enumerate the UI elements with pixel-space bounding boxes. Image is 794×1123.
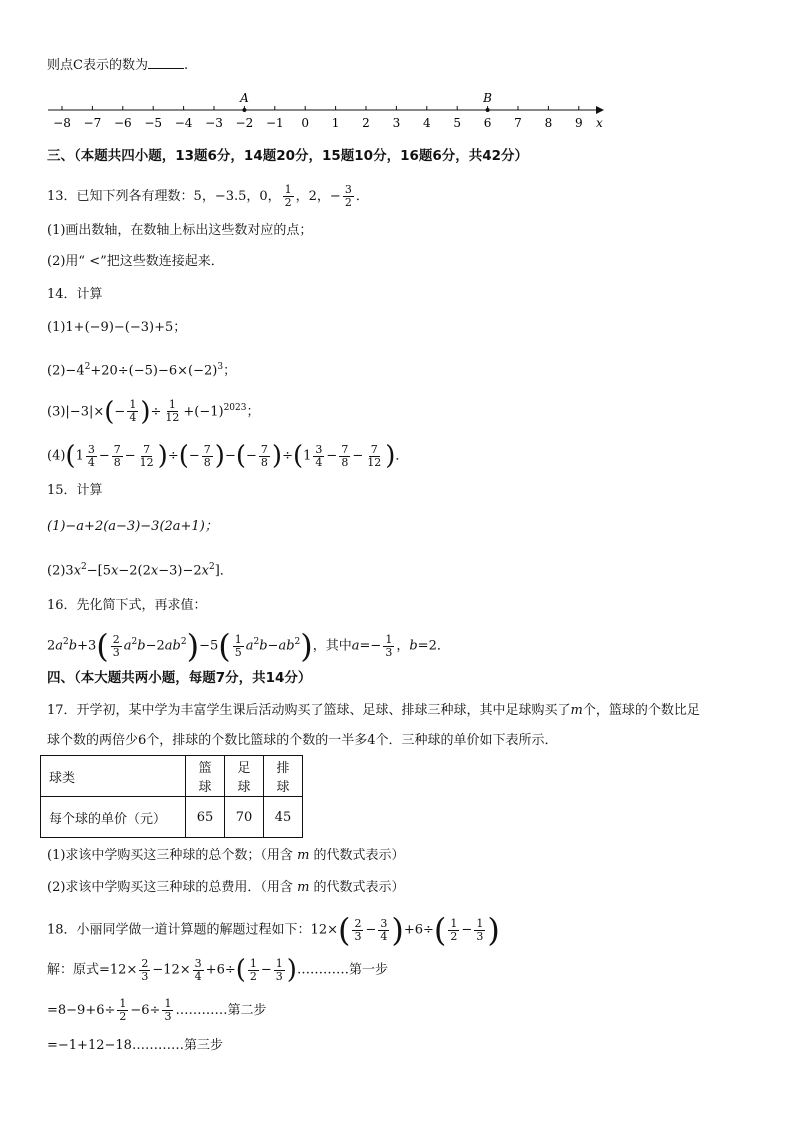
question-12-tail: 则点C表示的数为 .	[47, 58, 189, 73]
tick-label: −1	[265, 116, 284, 130]
point-label: A	[240, 91, 249, 105]
tick-label: 4	[422, 116, 431, 130]
point-label: B	[483, 91, 493, 105]
q17-part1: (1)求该中学购买这三种球的总个数；（用含 m 的代数式表示）	[47, 848, 405, 863]
tick-label: 6	[483, 116, 492, 130]
q17-text-line2: 球个数的两倍少6个，排球的个数比篮球的个数的一半多4个．三种球的单价如下表所示．	[47, 733, 558, 748]
q14-title: 14．计算	[47, 287, 103, 302]
tick-label: 2	[362, 116, 370, 130]
answer-blank	[148, 56, 184, 69]
tick-label: −6	[113, 116, 132, 130]
tick-label: 1	[331, 116, 340, 130]
axis-label: x	[596, 116, 603, 130]
q13-part1: (1)画出数轴，在数轴上标出这些数对应的点；	[47, 223, 313, 238]
q16-title: 16．先化简下式，再求值：	[47, 598, 207, 613]
fraction-one-half: $\frac{1}{2}$	[284, 183, 292, 209]
tick-label: −2	[235, 116, 254, 130]
number-line	[40, 86, 610, 132]
tick-label: −4	[174, 116, 193, 130]
q14-part1: (1)1+(−9)−(−3)+5；	[47, 320, 187, 335]
tick-label: 5	[453, 116, 462, 130]
q15-part2: $(2)3x^2-[5x-2(2x-3)-2x^2]$．	[47, 562, 233, 579]
point-a	[242, 108, 246, 112]
section-3-heading: 三、（本题共四小题，13题6分，14题20分，15题10分，16题6分，共42分）	[47, 148, 529, 164]
axis-arrow	[596, 106, 604, 114]
q14-part2: $(2)-4^2+20\div(-5)-6\times(-2)^3$；	[47, 362, 237, 379]
q17-part2: (2)求该中学购买这三种球的总费用．（用含 m 的代数式表示）	[47, 880, 405, 895]
q17-text-line1: 17．开学初，某中学为丰富学生课后活动购买了篮球、足球、排球三种球，其中足球购买了m个，篮球的个数比足	[47, 703, 700, 718]
tick-label: −3	[205, 116, 223, 130]
tick-label: 7	[514, 116, 522, 130]
tick-label: −7	[83, 116, 102, 130]
tick-label: 0	[301, 116, 310, 130]
q14-part3: (3)|−3|×(− $\frac{1}{4}$ )÷ $\frac{1}{12}$ $+(-1)^{2023}$；	[47, 396, 260, 427]
point-b	[486, 108, 490, 112]
q18-step1: 解：原式=12× $\frac{2}{3}$ −12× $\frac{3}{4}$ +6÷( $\frac{1}{2}$ − $\frac{1}{3}$ )…………第一步	[47, 955, 388, 985]
fraction-three-halves: $\frac{3}{2}$	[344, 183, 352, 209]
table-row: 每个球的单价（元） 65 70 45	[41, 797, 303, 838]
q18-step2: =8−9+6÷ $\frac{1}{2}$ −6÷ $\frac{1}{3}$ …………第二步	[47, 997, 267, 1023]
q13-intro: 13．已知下列各有理数：5，−3.5，0， $\frac{1}{2}$ ，2，− $\frac{3}{2}$ ．	[47, 183, 369, 209]
q18-step3: =−1+12−18…………第三步	[47, 1038, 223, 1053]
q13-part2: (2)用“ <”把这些数连接起来．	[47, 254, 224, 269]
tick-label: −8	[53, 116, 71, 130]
section-4-heading: 四、（本大题共两小题，每题7分，共14分）	[47, 670, 312, 686]
q18-text: 18．小丽同学做一道计算题的解题过程如下：12×( $\frac{2}{3}$ − $\frac{3}{4}$ )+6÷( $\frac{1}{2}$ − $\frac{1}{3}$ )	[47, 911, 500, 949]
q15-part1: (1)−a+2(a−3)−3(2a+1)；	[47, 519, 218, 534]
table-row: 球类 篮球 足球 排球	[41, 756, 303, 797]
tick-label: −5	[144, 116, 163, 130]
q14-part4: (4)(1 $\frac{3}{4}$ − $\frac{7}{8}$ − $\frac{7}{12}$ )÷(− $\frac{7}{8}$ )−(− $\frac{7}{8}$ )÷(1 $\frac{3}{4}$ − $\frac{7}{8}$ − $\frac{7}{12}$ )．	[47, 441, 409, 471]
q16-expression: $2a^2b+3$( $\frac{2}{3}$ $a^2b-2ab^2)-5$( $\frac{1}{5}$ $a^2b-ab^2$)，其中a=− $\frac{1}{3}$ ，b=2．	[47, 627, 450, 665]
price-table	[40, 755, 303, 838]
tick-label: 8	[544, 116, 553, 130]
q15-title: 15．计算	[47, 483, 103, 498]
tick-label: 9	[574, 116, 583, 130]
tick-label: 3	[392, 116, 401, 130]
